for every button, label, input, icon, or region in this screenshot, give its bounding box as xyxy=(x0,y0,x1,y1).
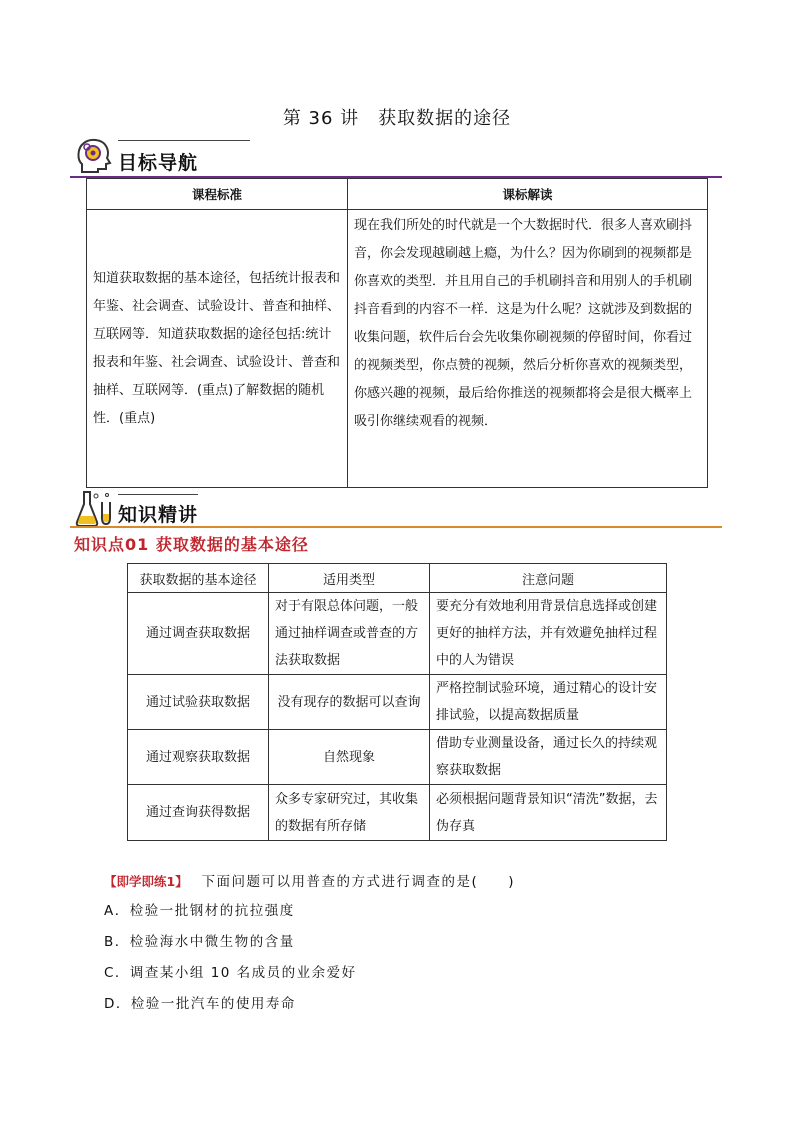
table-row xyxy=(128,675,667,730)
exercise-option-c: C．调查某小组 10 名成员的业余爱好 xyxy=(104,965,357,981)
table-row xyxy=(128,593,667,675)
kt-cell: 自然现象 xyxy=(269,730,430,785)
knowledge-divider xyxy=(70,526,722,528)
kt-cell: 通过调查获取数据 xyxy=(128,593,269,675)
knowledge-table xyxy=(127,563,667,841)
goal-course-standard: 知道获取数据的基本途径，包括统计报表和年鉴、社会调查、试验设计、普查和抽样、互联网等．知道获取数据的途径包括:统计报表和年鉴、社会调查、试验设计、普查和抽样、互联网等．(重点)了解数据的随机性．(重点) xyxy=(87,210,348,488)
goal-heading: 目标导航 xyxy=(118,152,199,174)
table-row xyxy=(128,730,667,785)
kt-cell: 对于有限总体问题，一般通过抽样调查或普查的方法获取数据 xyxy=(269,593,430,675)
goal-interpretation: 现在我们所处的时代就是一个大数据时代．很多人喜欢刷抖音，你会发现越刷越上瘾，为什么？因为你刷到的视频都是你喜欢的类型．并且用自己的手机刷抖音和用别人的手机刷抖音看到的内容不一样．这是为什么呢？这就涉及到数据的收集问题，软件后台会先收集你刷视频的停留时间，你看过的视频类型，你点赞的视频，然后分析你喜欢的视频类型，你感兴趣的视频，最后给你推送的视频都将会是很大概率上吸引你继续观看的视频． xyxy=(348,210,708,488)
goal-col1-header: 课程标准 xyxy=(87,179,348,210)
kt-cell: 没有现存的数据可以查询 xyxy=(269,675,430,730)
lab-flask-icon xyxy=(74,488,114,528)
knowledge-section-header xyxy=(70,488,722,532)
kt-header: 适用类型 xyxy=(269,564,430,593)
kt-header: 注意问题 xyxy=(430,564,667,593)
kt-header: 获取数据的基本途径 xyxy=(128,564,269,593)
exercise-option-d: D．检验一批汽车的使用寿命 xyxy=(104,996,296,1012)
exercise-option-b: B．检验海水中微生物的含量 xyxy=(104,934,295,950)
page-title: 第 36 讲 获取数据的途径 xyxy=(282,108,512,129)
goal-table xyxy=(86,178,708,488)
goal-col2-header: 课标解读 xyxy=(348,179,708,210)
kt-cell: 众多专家研究过，其收集的数据有所存储 xyxy=(269,785,430,841)
knowledge-heading: 知识精讲 xyxy=(118,504,199,526)
kt-cell: 严格控制试验环境，通过精心的设计安排试验，以提高数据质量 xyxy=(430,675,667,730)
exercise-tag: 【即学即练1】 xyxy=(104,874,188,889)
head-gears-icon xyxy=(74,136,114,176)
kt-cell: 通过试验获取数据 xyxy=(128,675,269,730)
kt-cell: 通过观察获取数据 xyxy=(128,730,269,785)
kt-cell: 通过查询获得数据 xyxy=(128,785,269,841)
kt-cell: 必须根据问题背景知识“清洗”数据，去伪存真 xyxy=(430,785,667,841)
table-row xyxy=(128,785,667,841)
goal-section-header xyxy=(70,136,722,180)
exercise-option-a: A．检验一批钢材的抗拉强度 xyxy=(104,903,295,919)
kt-cell: 要充分有效地利用背景信息选择或创建更好的抽样方法，并有效避免抽样过程中的人为错误 xyxy=(430,593,667,675)
exercise-question xyxy=(104,870,515,890)
knowledge-point-title: 知识点01 获取数据的基本途径 xyxy=(74,535,309,554)
kt-cell: 借助专业测量设备，通过长久的持续观察获取数据 xyxy=(430,730,667,785)
exercise-question-text: 下面问题可以用普查的方式进行调查的是( ) xyxy=(201,874,516,890)
knowledge-top-rule xyxy=(118,494,198,495)
goal-top-rule xyxy=(118,140,250,141)
